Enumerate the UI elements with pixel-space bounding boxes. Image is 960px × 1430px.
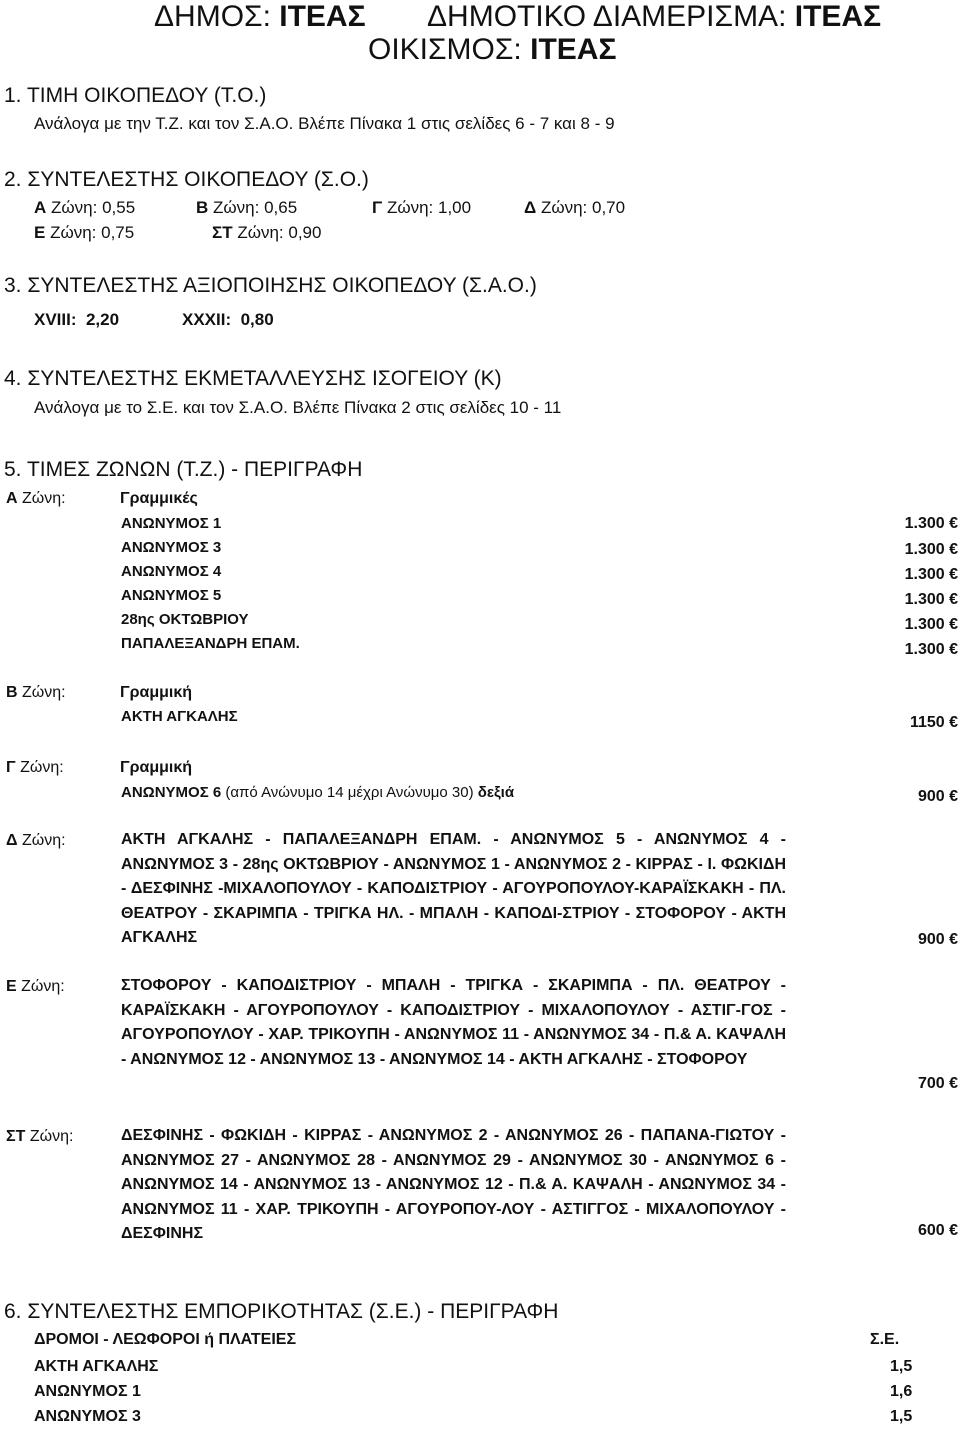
zone-label: Ζώνη:	[17, 832, 66, 849]
section-5-title: 5. ΤΙΜΕΣ ΖΩΝΩΝ (Τ.Ζ.) - ΠΕΡΙΓΡΑΦΗ	[4, 458, 363, 481]
district-label: ΔΗΜΟΤΙΚΟ ΔΙΑΜΕΡΙΣΜΑ:	[427, 0, 795, 33]
zone-c-type: Γραμμική	[120, 759, 193, 776]
zone-a-price: 1.300 €	[904, 641, 958, 658]
settlement-value: ΙΤΕΑΣ	[530, 33, 617, 66]
zone-coef-b	[196, 198, 297, 218]
zone-e-streets: ΣΤΟΦΟΡΟΥ - ΚΑΠΟΔΙΣΤΡΙΟΥ - ΜΠΑΛΗ - ΤΡΙΓΚΑ - ΣΚΑΡΙΜΠΑ - ΠΛ. ΘΕΑΤΡΟΥ - ΚΑΡΑΪΣΚΑΚΗ - ΑΓΟΥΡΟΠΟΥΛΟΥ - ΚΑΠΟΔΙΣΤΡΙΟΥ - ΜΙΧΑΛΟΠΟΥΛΟΥ - ΑΣΤΙΓ-ΓΟΣ - ΑΓΟΥΡΟΠΟΥΛΟΥ - ΧΑΡ. ΤΡΙΚΟΥΠΗ - ΑΝΩΝΥΜΟΣ 11 - ΑΝΩΝΥΜΟΣ 34 - Π.& Α. ΚΑΨΑΛΗ - ΑΝΩΝΥΜΟΣ 12 - ΑΝΩΝΥΜΟΣ 13 - ΑΝΩΝΥΜΟΣ 14 - ΑΚΤΗ ΑΓΚΑΛΗΣ - ΣΤΟΦΟΡΟΥ	[121, 977, 786, 1068]
zone-a-label	[6, 490, 66, 508]
section-3-title: 3. ΣΥΝΤΕΛΕΣΤΗΣ ΑΞΙΟΠΟΙΗΣΗΣ ΟΙΚΟΠΕΔΟΥ (Σ.Α.Ο.)	[4, 274, 537, 297]
zone-coef-e	[34, 223, 134, 243]
zone-value: 1,00	[438, 198, 472, 217]
zone-label: Ζώνη:	[45, 223, 102, 242]
section-1-title: 1. ΤΙΜΗ ΟΙΚΟΠΕΔΟΥ (Τ.Ο.)	[4, 84, 267, 107]
zone-letter: Α	[6, 490, 18, 507]
zone-letter: Ε	[6, 978, 17, 995]
street-name: ΑΝΩΝΥΜΟΣ 6	[121, 784, 222, 801]
zone-value: 0,75	[101, 223, 135, 242]
street-side: δεξιά	[477, 784, 515, 801]
zone-c-street	[121, 784, 514, 801]
zone-b-type: Γραμμική	[120, 684, 193, 701]
commerciality-row-name: ΑΝΩΝΥΜΟΣ 1	[34, 1383, 141, 1400]
zone-a-price: 1.300 €	[904, 566, 958, 583]
sao-code: XXXII:	[182, 310, 232, 329]
zone-d-label	[6, 832, 66, 850]
zone-letter: ΣΤ	[6, 1128, 26, 1145]
zone-letter: Γ	[6, 759, 16, 776]
zone-coef-d	[524, 198, 625, 218]
sao-item-xxxii	[182, 310, 274, 330]
zone-label: Ζώνη:	[46, 198, 103, 217]
zone-st-price: 600 €	[917, 1222, 958, 1239]
zone-label: Ζώνη:	[17, 684, 66, 701]
zone-a-street: ΑΝΩΝΥΜΟΣ 3	[121, 539, 222, 556]
zone-coef-a	[34, 198, 135, 218]
zone-value: 0,70	[592, 198, 626, 217]
commerciality-header-se: Σ.Ε.	[870, 1331, 900, 1348]
commerciality-row-value: 1,5	[890, 1358, 913, 1375]
settlement-heading	[368, 33, 616, 67]
settlement-label: ΟΙΚΙΣΜΟΣ:	[368, 33, 531, 66]
zone-label: Ζώνη:	[17, 490, 66, 507]
zone-a-type: Γραμμικές	[120, 490, 198, 507]
zone-letter: Δ	[6, 832, 18, 849]
street-note: (από Ανώνυμο 14 μέχρι Ανώνυμο 30)	[221, 784, 478, 801]
zone-b-label	[6, 684, 66, 702]
zone-st-streets: ΔΕΣΦΙΝΗΣ - ΦΩΚΙΔΗ - ΚΙΡΡΑΣ - ΑΝΩΝΥΜΟΣ 2 - ΑΝΩΝΥΜΟΣ 26 - ΠΑΠΑΝΑ-ΓΙΩΤΟΥ - ΑΝΩΝΥΜΟΣ 27 - ΑΝΩΝΥΜΟΣ 28 - ΑΝΩΝΥΜΟΣ 29 - ΑΝΩΝΥΜΟΣ 30 - ΑΝΩΝΥΜΟΣ 6 - ΑΝΩΝΥΜΟΣ 14 - ΑΝΩΝΥΜΟΣ 13 - ΑΝΩΝΥΜΟΣ 12 - Π.& Α. ΚΑΨΑΛΗ - ΑΝΩΝΥΜΟΣ 34 - ΑΝΩΝΥΜΟΣ 11 - ΧΑΡ. ΤΡΙΚΟΥΠΗ - ΑΓΟΥΡΟΠΟΥ-ΛΟΥ - ΑΣΤΙΓΓΟΣ - ΜΙΧΑΛΟΠΟΥΛΟΥ - ΔΕΣΦΙΝΗΣ	[121, 1127, 786, 1242]
zone-a-price: 1.300 €	[904, 541, 958, 558]
sao-code: XVIII:	[34, 310, 77, 329]
section-4-title: 4. ΣΥΝΤΕΛΕΣΤΗΣ ΕΚΜΕΤΑΛΛΕΥΣΗΣ ΙΣΟΓΕΙΟΥ (Κ)	[4, 367, 502, 390]
zone-value: 0,65	[264, 198, 298, 217]
section-1-text: Ανάλογα με την Τ.Ζ. και τον Σ.Α.Ο. Βλέπε Πίνακα 1 στις σελίδες 6 - 7 και 8 - 9	[34, 114, 615, 133]
zone-a-price: 1.300 €	[904, 515, 958, 532]
sao-value: 2,20	[85, 310, 120, 329]
municipality-heading	[154, 0, 366, 34]
district-value: ΙΤΕΑΣ	[794, 0, 882, 33]
zone-value: 0,55	[102, 198, 136, 217]
zone-coef-c	[372, 198, 471, 218]
zone-a-price: 1.300 €	[904, 591, 958, 608]
zone-value: 0,90	[288, 223, 322, 242]
zone-c-price: 900 €	[917, 788, 958, 805]
zone-label: Ζώνη:	[15, 759, 64, 776]
municipality-label: ΔΗΜΟΣ:	[154, 0, 280, 33]
zone-a-street: ΑΝΩΝΥΜΟΣ 5	[121, 587, 222, 604]
zone-a-price: 1.300 €	[904, 616, 958, 633]
zone-label: Ζώνη:	[25, 1128, 74, 1145]
zone-a-street: ΑΝΩΝΥΜΟΣ 4	[121, 563, 222, 580]
zone-e-label	[6, 978, 65, 996]
zone-letter: Ε	[34, 223, 46, 242]
zone-letter: Α	[34, 198, 47, 217]
sao-item-xviii	[34, 310, 119, 330]
zone-label: Ζώνη:	[232, 223, 289, 242]
zone-letter: Δ	[524, 198, 537, 217]
zone-letter: Β	[196, 198, 209, 217]
municipality-value: ΙΤΕΑΣ	[279, 0, 366, 33]
zone-letter: ΣΤ	[212, 223, 233, 242]
zone-label: Ζώνη:	[208, 198, 265, 217]
zone-letter: Β	[6, 684, 18, 701]
zone-c-label	[6, 759, 64, 777]
zone-a-street: 28ης ΟΚΤΩΒΡΙΟΥ	[121, 611, 249, 628]
zone-b-price: 1150 €	[909, 714, 958, 731]
commerciality-row-value: 1,6	[890, 1383, 913, 1400]
zone-label: Ζώνη:	[536, 198, 592, 217]
zone-d-streets: ΑΚΤΗ ΑΓΚΑΛΗΣ - ΠΑΠΑΛΕΞΑΝΔΡΗ ΕΠΑΜ. - ΑΝΩΝΥΜΟΣ 5 - ΑΝΩΝΥΜΟΣ 4 - ΑΝΩΝΥΜΟΣ 3 - 28ης ΟΚΤΩΒΡΙΟΥ - ΑΝΩΝΥΜΟΣ 1 - ΑΝΩΝΥΜΟΣ 2 - ΚΙΡΡΑΣ - Ι. ΦΩΚΙΔΗ - ΔΕΣΦΙΝΗΣ -ΜΙΧΑΛΟΠΟΥΛΟΥ - ΚΑΠΟΔΙΣΤΡΙΟΥ - ΑΓΟΥΡΟΠΟΥΛΟΥ-ΚΑΡΑΪΣΚΑΚΗ - ΠΛ. ΘΕΑΤΡΟΥ - ΣΚΑΡΙΜΠΑ - ΤΡΙΓΚΑ ΗΛ. - ΜΠΑΛΗ - ΚΑΠΟΔΙ-ΣΤΡΙΟΥ - ΣΤΟΦΟΡΟΥ - ΑΚΤΗ ΑΓΚΑΛΗΣ	[121, 831, 786, 946]
sao-value: 0,80	[240, 310, 274, 329]
zone-d-price: 900 €	[917, 931, 958, 948]
zone-coef-st	[212, 223, 321, 243]
section-6-title: 6. ΣΥΝΤΕΛΕΣΤΗΣ ΕΜΠΟΡΙΚΟΤΗΤΑΣ (Σ.Ε.) - ΠΕΡΙΓΡΑΦΗ	[4, 1300, 559, 1323]
section-2-title: 2. ΣΥΝΤΕΛΕΣΤΗΣ ΟΙΚΟΠΕΔΟΥ (Σ.Ο.)	[4, 168, 369, 191]
zone-a-street: ΑΝΩΝΥΜΟΣ 1	[121, 515, 222, 532]
zone-e-price: 700 €	[917, 1075, 958, 1092]
zone-st-label	[6, 1128, 73, 1146]
commerciality-row-value: 1,5	[890, 1408, 913, 1425]
commerciality-row-name: ΑΚΤΗ ΑΓΚΑΛΗΣ	[34, 1358, 159, 1375]
commerciality-row-name: ΑΝΩΝΥΜΟΣ 3	[34, 1408, 141, 1425]
zone-b-street: ΑΚΤΗ ΑΓΚΑΛΗΣ	[121, 708, 238, 725]
district-heading	[427, 0, 881, 34]
zone-letter: Γ	[372, 198, 383, 217]
zone-a-street: ΠΑΠΑΛΕΞΑΝΔΡΗ ΕΠΑΜ.	[121, 635, 300, 652]
zone-label: Ζώνη:	[16, 978, 65, 995]
commerciality-header-roads: ΔΡΟΜΟΙ - ΛΕΩΦΟΡΟΙ ή ΠΛΑΤΕΙΕΣ	[34, 1331, 297, 1348]
section-4-text: Ανάλογα με το Σ.Ε. και τον Σ.Α.Ο. Βλέπε Πίνακα 2 στις σελίδες 10 - 11	[34, 398, 562, 417]
zone-label: Ζώνη:	[382, 198, 438, 217]
